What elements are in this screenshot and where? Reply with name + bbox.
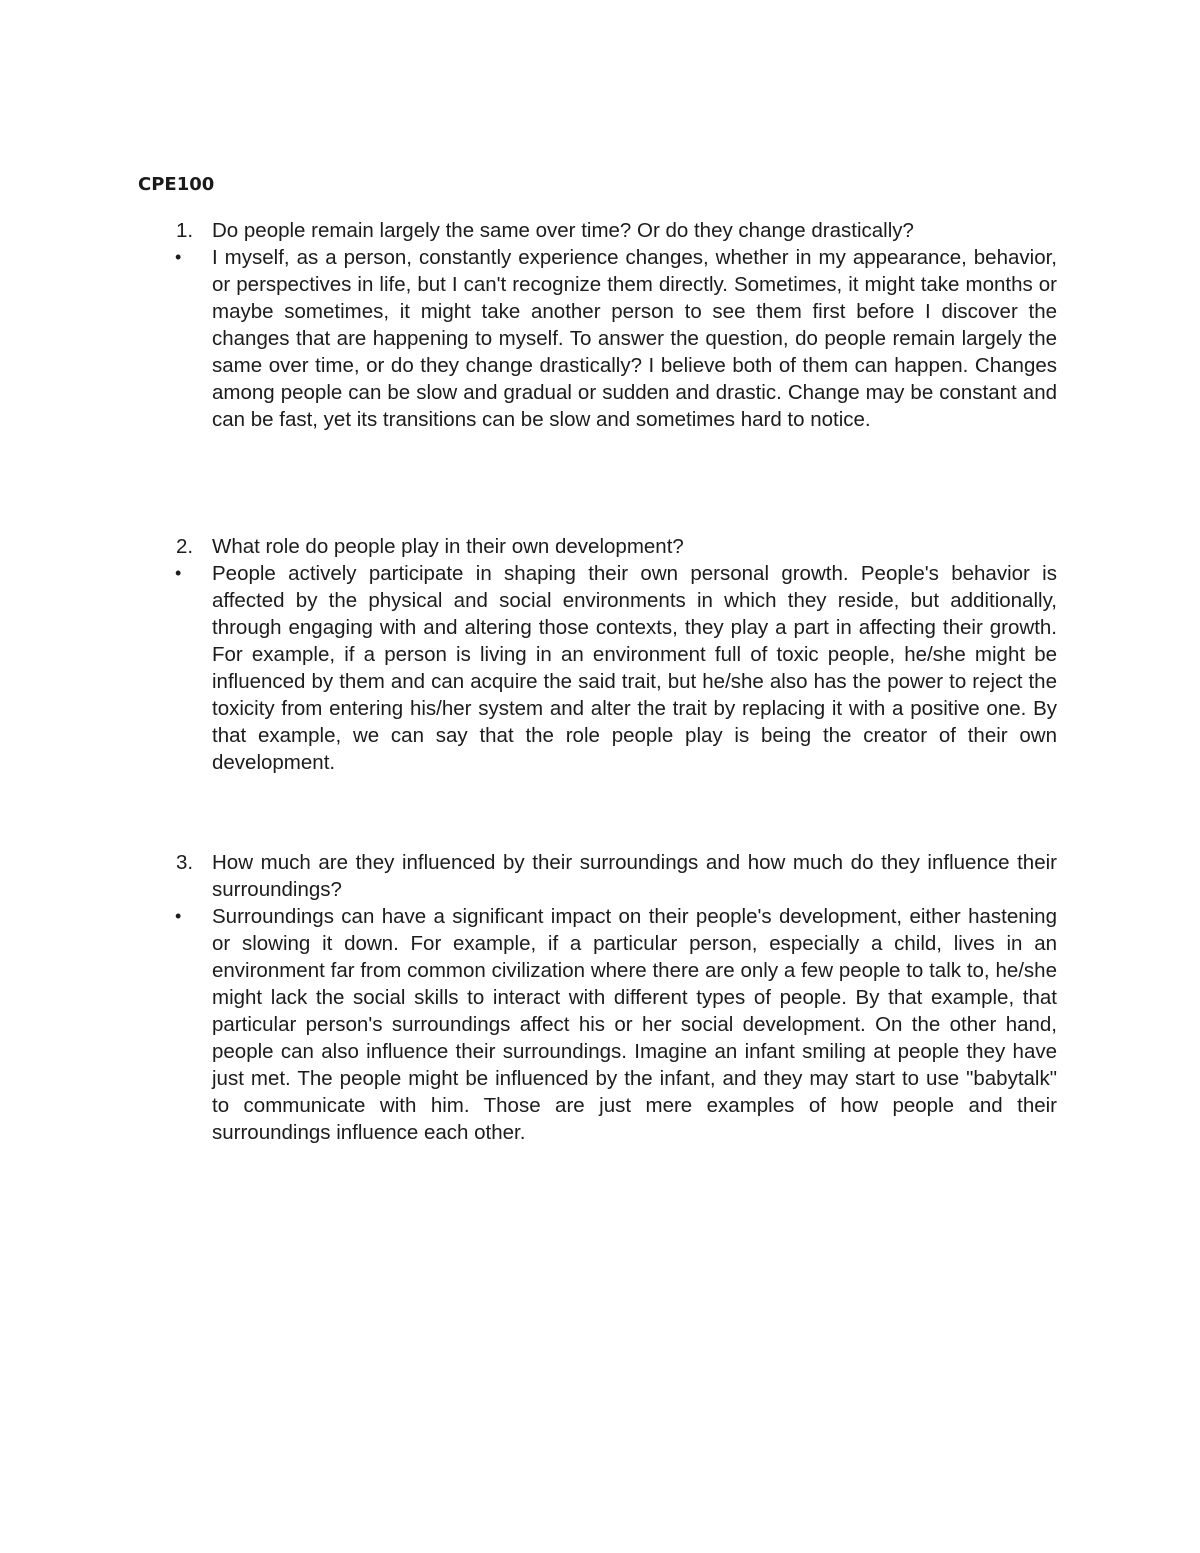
question-row [0, 533, 1200, 560]
bullet-icon: • [175, 563, 182, 583]
answer-row [0, 903, 1200, 1146]
answer-text: People actively participate in shaping their own personal growth. People's behavior is affected by the physical and social environments in which they reside, but additionally, through engaging with and altering those contexts, they play a part in affecting their growth. For example, if a person is living in an environment full of toxic people, he/she might be influenced by them and can acquire the said trait, but he/she also has the power to reject the toxicity from entering his/her system and alter the trait by replacing it with a positive one. By that example, we can say that the role people play is being the creator of their own development. [212, 562, 1057, 774]
question-number: 2. [176, 535, 194, 558]
bullet-icon: • [175, 906, 182, 926]
bullet-icon: • [175, 247, 182, 267]
answer-row [0, 560, 1200, 776]
question-row [0, 217, 1200, 244]
answer-text: I myself, as a person, constantly experience changes, whether in my appearance, behavior, or perspectives in life, but I can't recognize them directly. Sometimes, it might take months or maybe sometimes, it might take another person to see them first before I discover the changes that are happening to myself. To answer the question, do people remain largely the same over time, or do they change drastically? I believe both of them can happen. Changes among people can be slow and gradual or sudden and drastic. Change may be constant and can be fast, yet its transitions can be slow and sometimes hard to notice. [212, 246, 1057, 431]
question-text: How much are they influenced by their surroundings and how much do they influence their surroundings? [212, 851, 1057, 901]
answer-text: Surroundings can have a significant impact on their people's development, either hastening or slowing it down. For example, if a particular person, especially a child, lives in an environment far from common civilization where there are only a few people to talk to, he/she might lack the social skills to interact with different types of people. By that example, that particular person's surroundings affect his or her social development. On the other hand, people can also influence their surroundings. Imagine an infant smiling at people they have just met. The people might be influenced by the infant, and they may start to use "babytalk" to communicate with him. Those are just mere examples of how people and their surroundings influence each other. [212, 905, 1057, 1144]
question-number: 1. [176, 219, 194, 242]
question-text: What role do people play in their own development? [212, 535, 684, 558]
question-text: Do people remain largely the same over time? Or do they change drastically? [212, 219, 914, 242]
qa-section-1 [0, 217, 1200, 433]
answer-row [0, 244, 1200, 433]
question-number: 3. [176, 851, 194, 874]
question-row [0, 849, 1200, 903]
qa-section-3 [0, 849, 1200, 1146]
document-title: CPE100 [138, 174, 215, 195]
qa-section-2 [0, 533, 1200, 776]
